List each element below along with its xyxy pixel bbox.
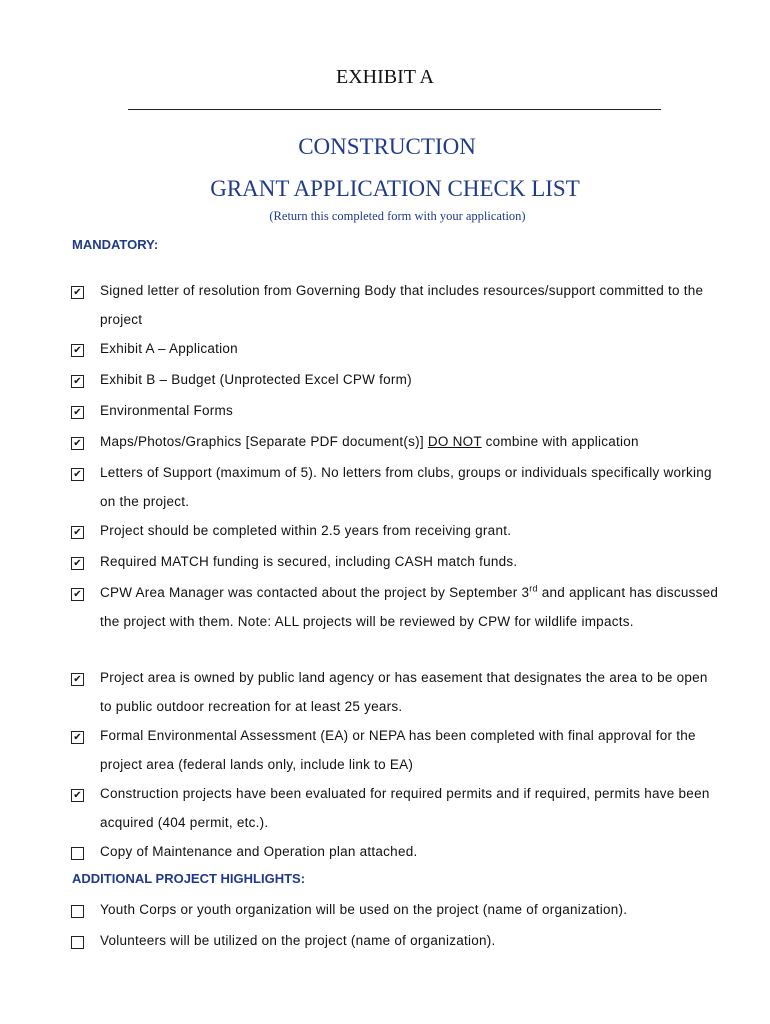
checklist-item-text: Formal Environmental Assessment (EA) or NEPA has been completed with final approval for the project area (federal lands only, include link to EA): [100, 728, 696, 772]
checkbox[interactable]: [71, 936, 84, 949]
text-segment: combine with application: [481, 434, 639, 449]
checkbox[interactable]: ✔: [71, 731, 84, 744]
checkbox[interactable]: ✔: [71, 673, 84, 686]
checkbox[interactable]: ✔: [71, 468, 84, 481]
page-title-line-1: CONSTRUCTION: [298, 134, 476, 159]
checkbox[interactable]: ✔: [71, 588, 84, 601]
checkbox[interactable]: ✔: [71, 406, 84, 419]
exhibit-label: EXHIBIT A: [336, 66, 434, 88]
section-heading-mandatory: MANDATORY:: [72, 237, 159, 252]
checkbox[interactable]: ✔: [71, 557, 84, 570]
checkbox[interactable]: ✔: [71, 526, 84, 539]
text-segment: CPW Area Manager was contacted about the project by September 3: [100, 585, 530, 600]
checklist-item-text: Environmental Forms: [100, 403, 234, 418]
section-heading-additional: ADDITIONAL PROJECT HIGHLIGHTS:: [72, 871, 306, 886]
checkbox[interactable]: [71, 905, 84, 918]
checklist-item-text: Exhibit B – Budget (Unprotected Excel CPW form): [100, 372, 412, 387]
checkbox[interactable]: ✔: [71, 375, 84, 388]
checklist-item-text: Construction projects have been evaluated for required permits and if required, permits have been acquired (404 permit, etc.).: [100, 786, 710, 830]
checkbox[interactable]: ✔: [71, 789, 84, 802]
checklist-item-text: Copy of Maintenance and Operation plan attached.: [100, 844, 418, 859]
page-title-line-2: GRANT APPLICATION CHECK LIST: [210, 176, 580, 201]
checklist-item-text: Exhibit A – Application: [100, 341, 238, 356]
checklist-item-text: Required MATCH funding is secured, including CASH match funds.: [100, 554, 518, 569]
do-not-emphasis: DO NOT: [427, 434, 482, 449]
checkbox[interactable]: ✔: [71, 437, 84, 450]
checklist-item-text: [100, 427, 720, 456]
checklist-item-text: Volunteers will be utilized on the project (name of organization).: [100, 933, 496, 948]
text-segment: and applicant has discussed the project with them. Note: ALL projects will be reviewed by CPW for wildlife impacts.: [100, 585, 719, 629]
checklist-item-text: Letters of Support (maximum of 5). No letters from clubs, groups or individuals specifically working on the project.: [100, 465, 712, 509]
checklist-item-text: Project should be completed within 2.5 years from receiving grant.: [100, 523, 512, 538]
checkbox[interactable]: [71, 847, 84, 860]
checklist-item-text: Signed letter of resolution from Governing Body that includes resources/support committed to the project: [100, 283, 704, 327]
checklist-item-text: Project area is owned by public land agency or has easement that designates the area to be open to public outdoor recreation for at least 25 years.: [100, 670, 708, 714]
checklist-item-text: [100, 578, 720, 636]
checkbox[interactable]: ✔: [71, 344, 84, 357]
superscript: rd: [529, 583, 538, 594]
checklist-item-text: Youth Corps or youth organization will be used on the project (name of organization).: [100, 902, 628, 917]
text-segment: Maps/Photos/Graphics [Separate PDF document(s)]: [100, 434, 428, 449]
page-subtitle: (Return this completed form with your application): [269, 209, 526, 223]
checkbox[interactable]: ✔: [71, 286, 84, 299]
header-rule: [128, 109, 661, 110]
